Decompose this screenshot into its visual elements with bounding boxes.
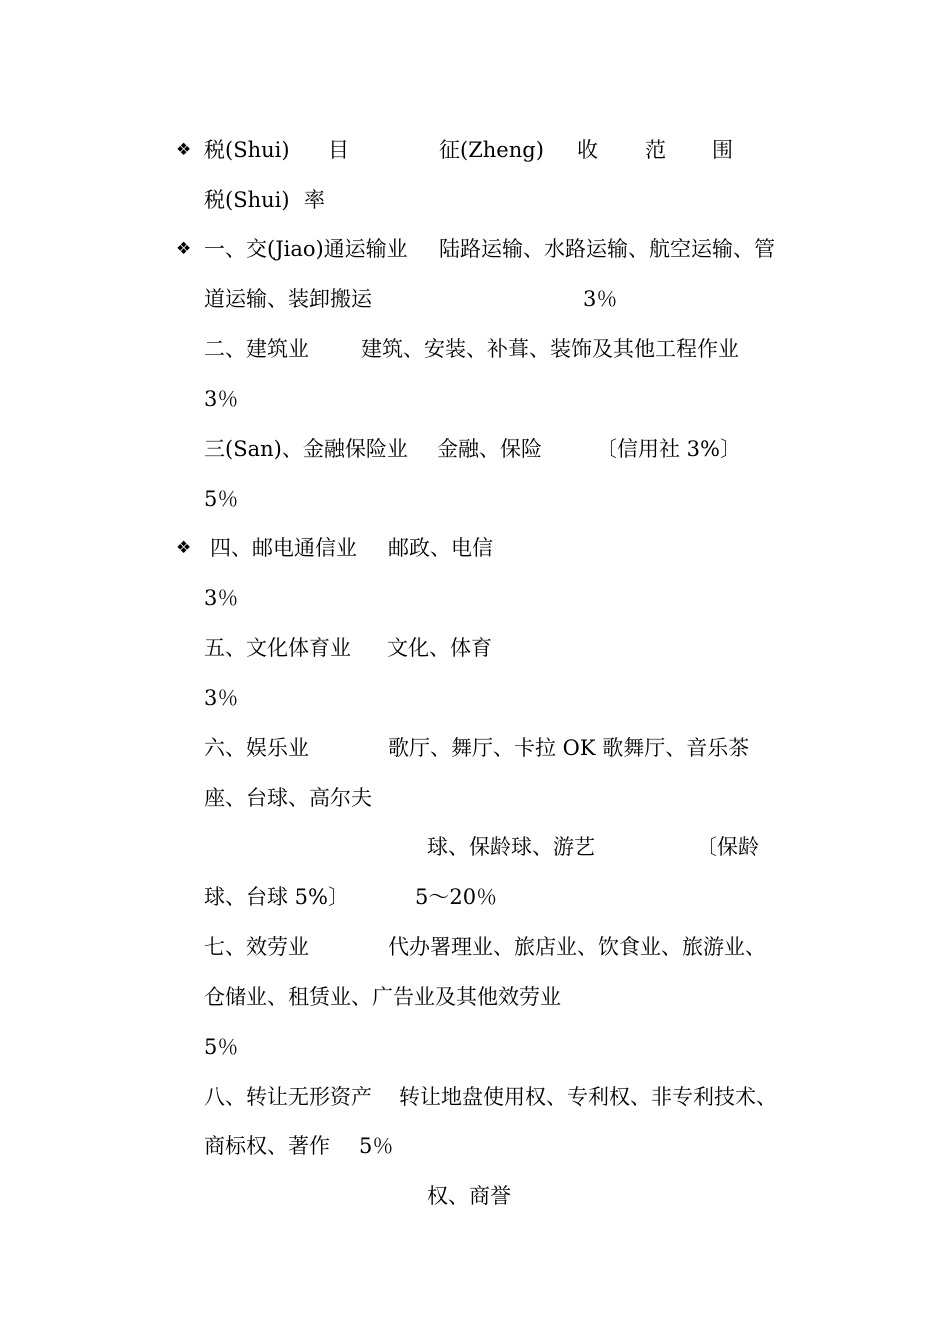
row-transport <box>204 234 775 264</box>
tax-scope: 建筑、安装、补葺、装饰及其他工程作业 <box>361 337 739 361</box>
table-header-row-cont <box>204 185 325 215</box>
row-construction-rate <box>204 384 239 414</box>
row-service-rate <box>204 1032 239 1062</box>
tax-item: 六、娱乐业 <box>204 736 309 760</box>
header-scope-part3: 范 <box>645 138 666 162</box>
row-culture <box>204 633 492 663</box>
tax-scope-cont: 商标权、著作 <box>204 1134 330 1158</box>
tax-scope-cont: 球、保龄球、游艺 <box>427 835 595 859</box>
tax-scope-cont: 座、台球、高尔夫 <box>204 786 372 810</box>
header-scope-part4: 围 <box>712 138 733 162</box>
tax-rate: 3％ <box>204 686 239 710</box>
tax-item: 八、转让无形资产 <box>204 1085 372 1109</box>
header-tax-rate-part2: 率 <box>304 188 325 212</box>
row-entertainment-cont3 <box>204 882 498 912</box>
tax-rate: 5％ <box>204 487 239 511</box>
header-tax-item-part2: 目 <box>328 138 349 162</box>
row-finance-rate <box>204 484 239 514</box>
row-finance <box>204 434 741 464</box>
bullet-icon: ❖ <box>176 239 192 259</box>
tax-scope: 文化、体育 <box>387 636 492 660</box>
header-tax-item-part1: 税(Shui) <box>204 138 290 162</box>
tax-note: 〔保龄 <box>696 835 759 859</box>
tax-scope: 转让地盘使用权、专利权、非专利技术、 <box>399 1085 777 1109</box>
row-service-cont <box>204 982 561 1012</box>
header-scope-part1: 征(Zheng) <box>439 138 544 162</box>
row-intangible-cont2 <box>204 1181 511 1211</box>
tax-scope-cont: 仓储业、租赁业、广告业及其他效劳业 <box>204 985 561 1009</box>
tax-scope-cont: 权、商誉 <box>427 1184 511 1208</box>
tax-scope: 邮政、电信 <box>388 536 493 560</box>
tax-rate: 5～20％ <box>415 885 498 909</box>
tax-item: 四、邮电通信业 <box>210 536 357 560</box>
tax-item: 七、效劳业 <box>204 935 309 959</box>
tax-scope: 代办署理业、旅店业、饮食业、旅游业、 <box>388 935 766 959</box>
tax-note-cont: 球、台球 5%〕 <box>204 885 349 909</box>
row-intangible-cont <box>204 1131 394 1161</box>
tax-scope: 陆路运输、水路运输、航空运输、管 <box>439 237 775 261</box>
tax-item: 五、文化体育业 <box>204 636 351 660</box>
tax-note: 〔信用社 3%〕 <box>596 437 741 461</box>
tax-rate: 3％ <box>204 586 239 610</box>
bullet-icon: ❖ <box>176 140 192 160</box>
row-service <box>204 932 766 962</box>
header-scope-part2: 收 <box>577 138 598 162</box>
tax-scope: 金融、保险 <box>437 437 542 461</box>
tax-rate: 5％ <box>359 1134 394 1158</box>
bullet-icon: ❖ <box>176 538 192 558</box>
row-culture-rate <box>204 683 239 713</box>
tax-item: 一、交(Jiao)通运输业 <box>204 237 408 261</box>
row-construction <box>204 334 739 364</box>
tax-scope: 歌厅、舞厅、卡拉 OK 歌舞厅、音乐茶 <box>388 736 750 760</box>
row-entertainment <box>204 733 750 763</box>
row-transport-cont <box>204 284 618 314</box>
row-entertainment-cont2 <box>204 832 759 862</box>
row-postal <box>204 533 493 563</box>
table-header-row <box>204 135 733 165</box>
tax-rate: 3％ <box>204 387 239 411</box>
tax-item: 三(San)、金融保险业 <box>204 437 408 461</box>
row-intangible <box>204 1082 777 1112</box>
row-postal-rate <box>204 583 239 613</box>
header-tax-rate-part1: 税(Shui) <box>204 188 290 212</box>
tax-scope-cont: 道运输、装卸搬运 <box>204 287 372 311</box>
tax-rate: 5％ <box>204 1035 239 1059</box>
tax-rate: 3％ <box>583 287 618 311</box>
tax-item: 二、建筑业 <box>204 337 309 361</box>
row-entertainment-cont <box>204 783 372 813</box>
